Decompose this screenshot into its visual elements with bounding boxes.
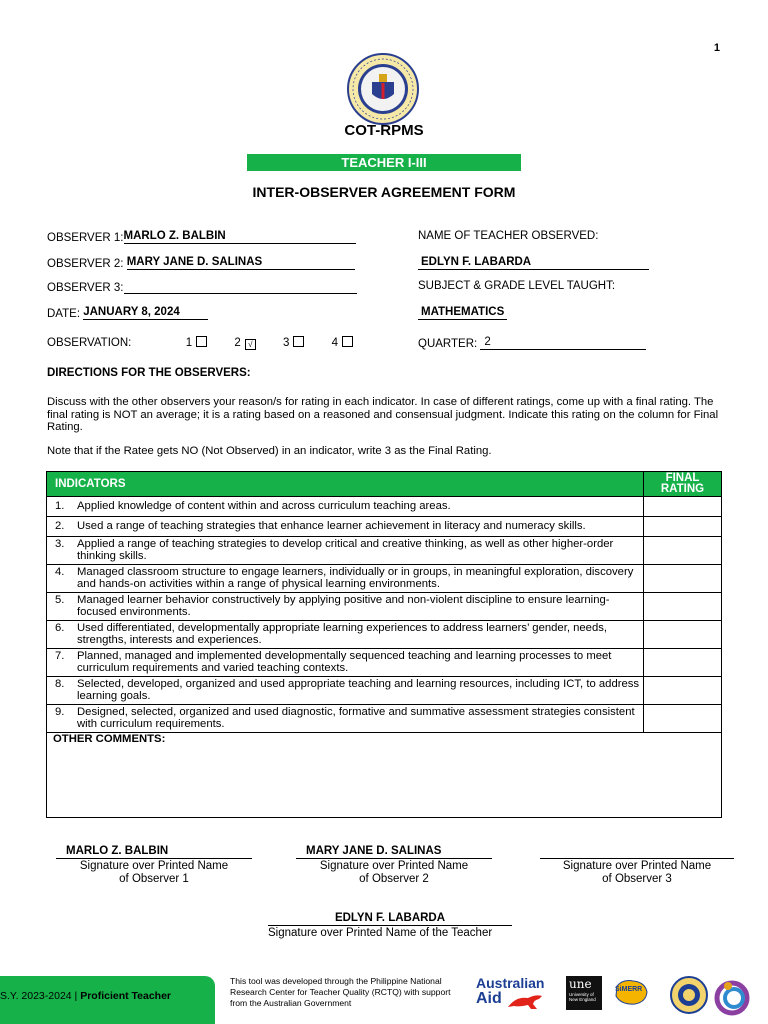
observer1-value[interactable]: MARLO Z. BALBIN [124, 230, 356, 244]
indicator-text: Selected, developed, organized and used appropriate teaching and learning resources, including ICT, to address learning goals. [77, 678, 640, 702]
date-value[interactable]: JANUARY 8, 2024 [83, 306, 208, 320]
teacher-observed-label: NAME OF TEACHER OBSERVED: [418, 230, 599, 242]
teacher-signature-label: Signature over Printed Name of the Teacher [268, 927, 493, 939]
indicator-text-cell [47, 517, 644, 537]
observer3-label: OBSERVER 3: [47, 282, 124, 294]
indicator-number: 7. [55, 650, 65, 662]
observer1-label: OBSERVER 1: [47, 232, 124, 244]
final-rating-cell[interactable] [644, 497, 722, 517]
observer1-signature-label-2: of Observer 1 [119, 872, 189, 885]
indicator-number: 4. [55, 566, 65, 578]
observation-field [47, 336, 353, 350]
final-rating-cell[interactable] [644, 677, 722, 705]
indicator-text: Planned, managed and implemented developmentally sequenced teaching and learning processes to meet curriculum requirements and varied teaching contexts. [77, 650, 612, 674]
final-rating-cell[interactable] [644, 593, 722, 621]
observer3-signature-label-1: Signature over Printed Name [562, 860, 712, 872]
observation-option-2[interactable]: 2 √ [234, 337, 255, 350]
checkbox-1[interactable] [196, 336, 207, 347]
indicator-row [47, 497, 722, 517]
subject-label: SUBJECT & GRADE LEVEL TAUGHT: [418, 280, 616, 292]
indicator-row [47, 705, 722, 733]
quarter-field [418, 336, 646, 350]
indicator-row [47, 621, 722, 649]
indicator-text-cell [47, 497, 644, 517]
teacher-observed-value[interactable]: EDLYN F. LABARDA [418, 256, 649, 270]
teacher-level-banner: TEACHER I-III [247, 154, 521, 171]
indicator-text: Managed learner behavior constructively by applying positive and non-violent discipline to ensure learning-focused environments. [77, 594, 610, 618]
footer-note: This tool was developed through the Philippine National Research Center for Teacher Quality (RCTQ) with support from the Australian Government [230, 976, 451, 1008]
observation-option-4[interactable]: 4 [332, 336, 353, 349]
kangaroo-icon [506, 992, 546, 1010]
indicator-text: Used differentiated, developmentally appropriate learning experiences to address learners’ gender, needs, strengths, interests and experiences. [77, 622, 608, 646]
indicator-text-cell [47, 705, 644, 733]
form-subtitle: INTER-OBSERVER AGREEMENT FORM [252, 184, 516, 200]
final-rating-cell[interactable] [644, 565, 722, 593]
final-rating-cell[interactable] [644, 649, 722, 677]
directions-title: DIRECTIONS FOR THE OBSERVERS: [47, 367, 251, 379]
observer3-field [47, 280, 357, 294]
indicator-text: Applied knowledge of content within and across curriculum teaching areas. [77, 499, 451, 512]
indicators-table [46, 471, 722, 818]
indicator-number: 9. [55, 706, 65, 718]
observer1-signature-name[interactable]: MARLO Z. BALBIN [56, 845, 252, 859]
final-rating-cell[interactable] [644, 705, 722, 733]
indicator-number: 2. [55, 519, 65, 532]
final-rating-cell[interactable] [644, 517, 722, 537]
indicator-text: Managed classroom structure to engage learners, individually or in groups, in meaningful exploration, discovery and hands-on activities within a range of physical learning environments. [77, 566, 634, 590]
final-rating-cell[interactable] [644, 621, 722, 649]
date-label: DATE: [47, 308, 81, 320]
observer3-value[interactable] [124, 280, 357, 294]
proficiency-level-text: Proficient Teacher [80, 990, 172, 1002]
school-year-text: S.Y. 2023-2024 | [0, 990, 81, 1002]
australian-aid-logo: Australian Aid [476, 976, 550, 1010]
indicator-text-cell [47, 537, 644, 565]
subject-field [418, 306, 507, 320]
indicator-text: Used a range of teaching strategies that enhance learner achievement in literacy and numeracy skills. [77, 519, 586, 532]
indicators-header: INDICATORS [47, 472, 644, 497]
teacher-signature [268, 912, 512, 940]
indicator-row [47, 593, 722, 621]
other-comments-label: OTHER COMMENTS: [53, 733, 166, 745]
observer2-signature-name[interactable]: MARY JANE D. SALINAS [296, 845, 492, 859]
directions-note: Note that if the Ratee gets NO (Not Observed) in an indicator, write 3 as the Final Rating. [47, 445, 492, 457]
observation-option-3[interactable]: 3 [283, 336, 304, 349]
final-rating-header: FINAL RATING [644, 472, 722, 497]
deped-seal-logo [346, 52, 420, 126]
final-rating-cell[interactable] [644, 537, 722, 565]
other-comments-row [47, 733, 722, 818]
observer1-signature [56, 845, 252, 885]
observation-option-1[interactable]: 1 [186, 337, 207, 349]
indicator-number: 1. [55, 499, 65, 512]
page-title: COT-RPMS [344, 122, 424, 139]
rctq-seal-logo [670, 976, 708, 1014]
indicator-text: Applied a range of teaching strategies to develop critical and creative thinking, as well as other higher-order thinking skills. [77, 538, 614, 562]
observer2-signature-label-2: of Observer 2 [359, 872, 429, 885]
date-field [47, 306, 208, 320]
australia-map-icon [611, 976, 651, 1010]
observation-label: OBSERVATION: [47, 337, 132, 349]
indicator-text-cell [47, 565, 644, 593]
footer-school-year-bar [0, 976, 215, 1024]
indicator-number: 3. [55, 538, 65, 550]
indicator-row [47, 649, 722, 677]
checkbox-3[interactable] [293, 336, 304, 347]
indicator-row [47, 517, 722, 537]
observer2-field [47, 256, 355, 270]
other-comments-box[interactable] [47, 733, 722, 818]
indicator-text-cell [47, 621, 644, 649]
subject-value[interactable]: MATHEMATICS [418, 306, 507, 320]
indicator-number: 8. [55, 678, 65, 690]
observer2-value[interactable]: MARY JANE D. SALINAS [127, 256, 355, 270]
indicator-number: 5. [55, 594, 65, 606]
indicator-text-cell [47, 649, 644, 677]
indicator-text: Designed, selected, organized and used diagnostic, formative and summative assessment strategies consistent with curriculum requirements. [77, 706, 635, 730]
une-logo: une University of New England [566, 976, 602, 1010]
checkbox-2-checked[interactable]: √ [245, 339, 256, 350]
directions-paragraph: Discuss with the other observers your reason/s for rating in each indicator. In case of different ratings, come up with a final rating. The final rating is NOT an average; it is a rating based on a reasoned and consensual judgment. Indicate this rating on the column for Final Rating. [47, 396, 719, 433]
observer3-signature-name[interactable] [540, 845, 734, 859]
checkbox-4[interactable] [342, 336, 353, 347]
table-header-row [47, 472, 722, 497]
rctq-swirl-logo [712, 976, 752, 1016]
indicator-row [47, 677, 722, 705]
indicator-text-cell [47, 677, 644, 705]
teacher-signature-name[interactable]: EDLYN F. LABARDA [268, 912, 512, 926]
observer2-signature [296, 845, 492, 885]
indicator-number: 6. [55, 622, 65, 634]
observer1-signature-label-1: Signature over Printed Name [79, 860, 229, 872]
indicator-row [47, 565, 722, 593]
indicator-text-cell [47, 593, 644, 621]
indicator-row [47, 537, 722, 565]
quarter-label: QUARTER: [418, 338, 478, 350]
observer2-signature-label-1: Signature over Printed Name [319, 860, 469, 872]
observer2-label: OBSERVER 2: [47, 258, 124, 270]
observer3-signature [540, 845, 734, 885]
observer3-signature-label-2: of Observer 3 [602, 872, 672, 885]
teacher-observed-field [418, 256, 649, 270]
observer1-field [47, 230, 356, 244]
page-number: 1 [713, 42, 720, 54]
simerr-logo: SiMERR [611, 976, 651, 1010]
quarter-value[interactable]: 2 [480, 336, 646, 350]
